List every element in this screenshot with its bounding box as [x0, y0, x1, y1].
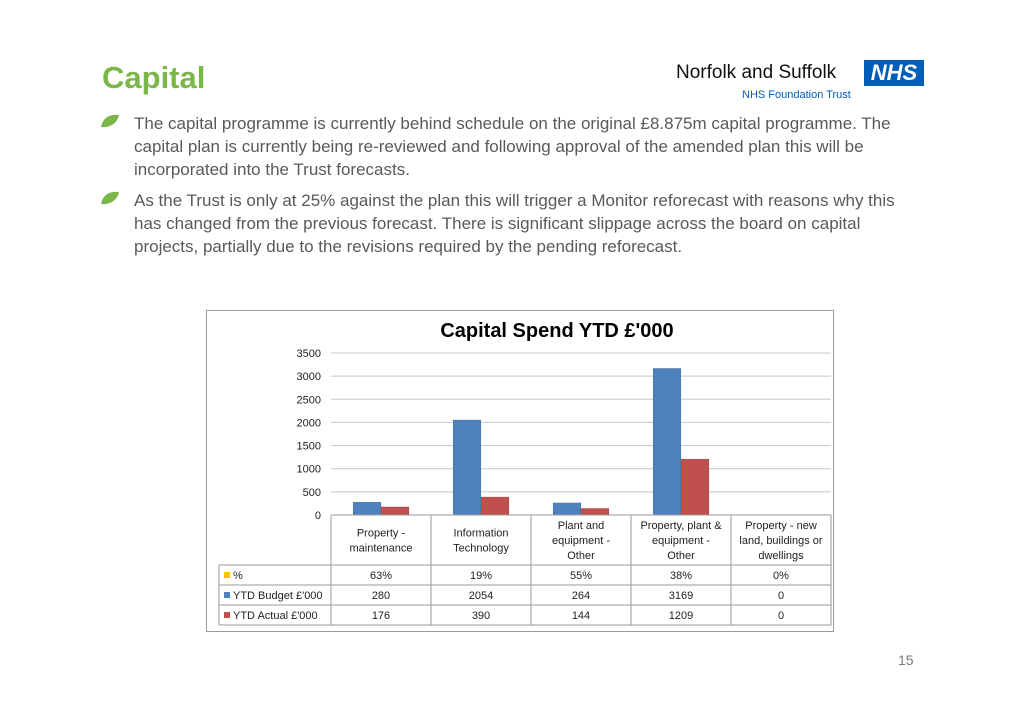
category-label: equipment -	[651, 535, 711, 547]
table-value: 176	[371, 610, 391, 622]
bar-budget	[653, 368, 681, 515]
bullet-item	[100, 112, 920, 181]
bar-budget	[553, 503, 581, 515]
bar-actual	[681, 459, 709, 515]
table-value: 3169	[668, 590, 694, 602]
y-tick-label: 0	[314, 510, 321, 522]
page-number: 15	[898, 652, 914, 668]
table-value: 280	[371, 590, 391, 602]
category-label: maintenance	[349, 542, 413, 555]
chart-title: Capital Spend YTD £'000	[440, 320, 674, 342]
legend-label: %	[233, 570, 243, 582]
legend-key	[224, 572, 230, 578]
legend-key	[224, 592, 230, 598]
y-tick-label: 2500	[296, 394, 321, 407]
y-tick-label: 3500	[296, 348, 321, 360]
bar-actual	[581, 508, 609, 515]
table-value: 1209	[668, 610, 694, 622]
table-value: 38%	[669, 570, 693, 582]
category-label: equipment -	[551, 535, 611, 547]
y-tick-label: 1500	[296, 440, 321, 453]
table-value: 55%	[569, 570, 593, 582]
y-tick-label: 2000	[296, 417, 321, 430]
category-label: Technology	[453, 542, 509, 555]
legend-label: YTD Budget £'000	[233, 590, 323, 602]
y-tick-label: 500	[302, 486, 321, 499]
nhs-trust-logo	[676, 60, 926, 104]
bullet-text: As the Trust is only at 25% against the plan this will trigger a Monitor reforecast with reasons why this has changed from the previous forecast. There is significant slippage across the board on capital projects, partially due to the revisions required by the pending reforecast.	[134, 191, 895, 256]
nhs-badge: NHS	[864, 60, 924, 86]
table-value: 390	[471, 610, 491, 622]
y-tick-label: 3000	[296, 371, 321, 384]
category-label: land, buildings or	[739, 535, 823, 547]
table-value: 2054	[468, 590, 494, 602]
category-label: Property -	[356, 527, 406, 540]
bar-actual	[381, 507, 409, 515]
bar-budget	[353, 502, 381, 515]
table-value: 264	[571, 590, 591, 602]
chart-canvas	[207, 311, 833, 631]
table-value: 0%	[773, 570, 789, 582]
legend-key	[224, 612, 230, 618]
bullet-item	[100, 189, 920, 258]
y-tick-label: 1000	[296, 463, 321, 476]
legend-label: YTD Actual £'000	[233, 610, 318, 622]
category-label: Plant and	[557, 520, 605, 532]
leaf-bullet-icon	[100, 114, 120, 128]
table-value: 144	[571, 610, 591, 622]
table-value: 63%	[369, 570, 393, 582]
bullet-text: The capital programme is currently behind schedule on the original £8.875m capital programme. The capital plan is currently being re-reviewed and following approval of the amended plan this will be incorporated into the Trust forecasts.	[134, 114, 891, 179]
table-value: 19%	[469, 570, 493, 582]
table-value: 0	[777, 610, 785, 622]
logo-subtitle: NHS Foundation Trust	[742, 89, 851, 101]
category-label: dwellings	[758, 550, 804, 562]
category-label: Property - new	[745, 520, 817, 532]
category-label: Property, plant &	[640, 520, 722, 532]
slide-title: Capital	[102, 60, 206, 95]
table-value: 0	[777, 590, 785, 602]
category-label: Information	[453, 527, 509, 540]
category-label: Other	[567, 550, 595, 562]
logo-trust-name: Norfolk and Suffolk	[676, 62, 837, 83]
bar-actual	[481, 497, 509, 515]
capital-spend-chart	[206, 310, 834, 632]
bullet-list	[100, 112, 920, 266]
bar-budget	[453, 420, 481, 515]
leaf-bullet-icon	[100, 191, 120, 205]
category-label: Other	[667, 550, 695, 562]
